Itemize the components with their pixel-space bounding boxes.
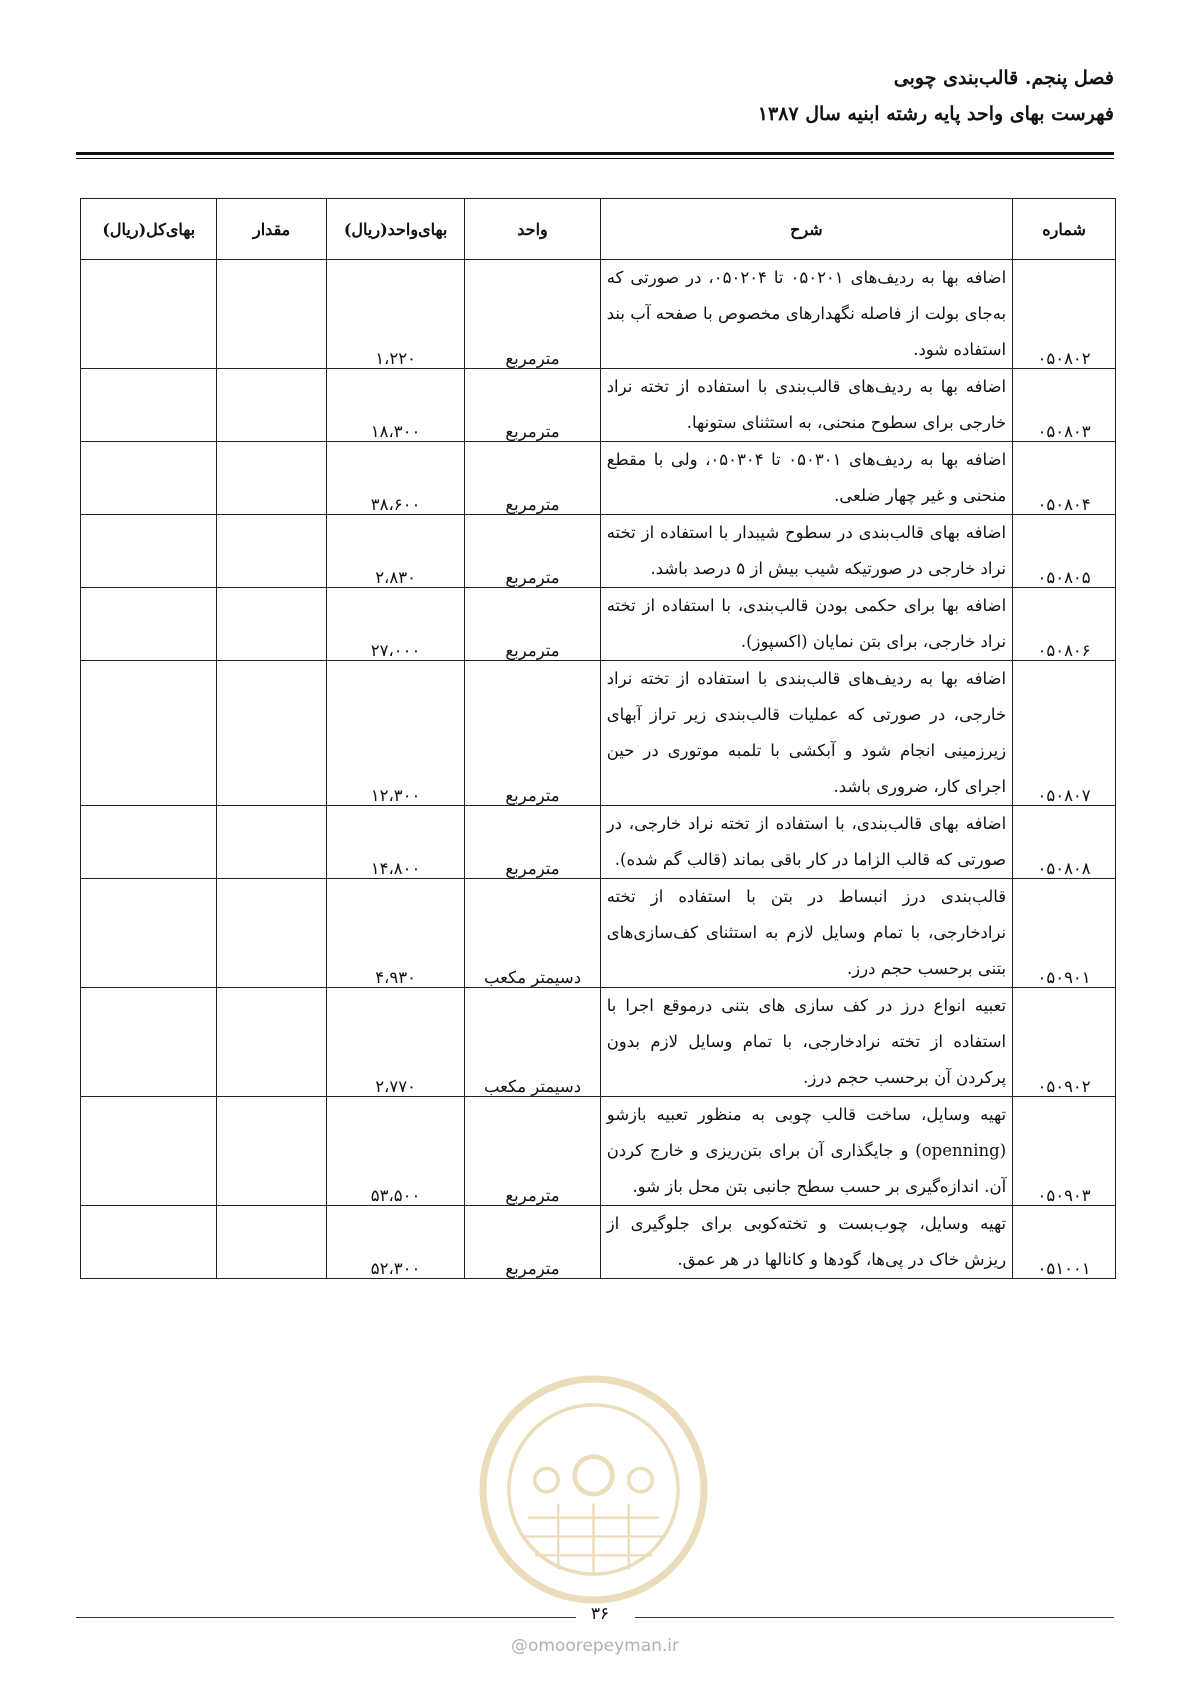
item-unit-price: ۲،۷۷۰ bbox=[326, 988, 465, 1097]
item-description: اضافه بها به ردیف‌های ۰۵۰۲۰۱ تا ۰۵۰۲۰۴، در صورتی که به‌جای بولت از فاصله نگهدارهای مخصوص با صفحه آب بند استفاده شود. bbox=[600, 260, 1012, 369]
item-number: ۰۵۰۹۰۲ bbox=[1013, 988, 1116, 1097]
item-unit: مترمربع bbox=[465, 369, 600, 442]
header-unit: واحد bbox=[465, 199, 600, 260]
item-total-price bbox=[81, 588, 217, 661]
footer-rule-left bbox=[76, 1617, 576, 1618]
item-number: ۰۵۰۸۰۶ bbox=[1013, 588, 1116, 661]
item-quantity bbox=[217, 1097, 326, 1206]
item-quantity bbox=[217, 369, 326, 442]
item-unit-price: ۱،۲۲۰ bbox=[326, 260, 465, 369]
table-row bbox=[81, 988, 1116, 1097]
item-number: ۰۵۰۸۰۲ bbox=[1013, 260, 1116, 369]
item-description: تعبیه انواع درز در کف سازی های بتنی درموقع اجرا با استفاده از تخته نرادخارجی، با تمام وسایل لازم بدون پرکردن آن برحسب حجم درز. bbox=[600, 988, 1012, 1097]
header-description: شرح bbox=[600, 199, 1012, 260]
item-number: ۰۵۰۸۰۷ bbox=[1013, 661, 1116, 806]
table-row bbox=[81, 260, 1116, 369]
item-unit: مترمربع bbox=[465, 661, 600, 806]
item-number: ۰۵۱۰۰۱ bbox=[1013, 1206, 1116, 1279]
item-total-price bbox=[81, 1206, 217, 1279]
table-row bbox=[81, 661, 1116, 806]
header-quantity: مقدار bbox=[217, 199, 326, 260]
item-description: اضافه بهای قالب‌بندی، با استفاده از تخته نراد خارجی، در صورتی که قالب الزاما در کار باقی بماند (قالب گم شده). bbox=[600, 806, 1012, 879]
item-total-price bbox=[81, 806, 217, 879]
item-unit: مترمربع bbox=[465, 442, 600, 515]
table-row bbox=[81, 879, 1116, 988]
item-quantity bbox=[217, 442, 326, 515]
header-total-price: بهای‌کل(ریال) bbox=[81, 199, 217, 260]
item-unit: مترمربع bbox=[465, 588, 600, 661]
page-header bbox=[76, 60, 1114, 132]
item-total-price bbox=[81, 442, 217, 515]
chapter-title: فصل پنجم. قالب‌بندی چوبی bbox=[893, 67, 1114, 89]
table-row bbox=[81, 588, 1116, 661]
item-description: قالب‌بندی درز انبساط در بتن با استفاده از تخته نرادخارجی، با تمام وسایل لازم به استثنای کف‌سازی‌های بتنی برحسب حجم درز. bbox=[600, 879, 1012, 988]
website-link[interactable]: @omoorepeyman.ir bbox=[510, 1636, 680, 1656]
item-unit-price: ۴،۹۳۰ bbox=[326, 879, 465, 988]
item-unit-price: ۱۸،۳۰۰ bbox=[326, 369, 465, 442]
item-unit: دسیمتر مکعب bbox=[465, 988, 600, 1097]
item-number: ۰۵۰۸۰۴ bbox=[1013, 442, 1116, 515]
item-description: اضافه بها به ردیف‌های قالب‌بندی با استفاده از تخته نراد خارجی برای سطوح منحنی، به استثنای ستونها. bbox=[600, 369, 1012, 442]
item-quantity bbox=[217, 1206, 326, 1279]
item-unit: مترمربع bbox=[465, 806, 600, 879]
item-total-price bbox=[81, 1097, 217, 1206]
item-quantity bbox=[217, 588, 326, 661]
header-unit-price: بهای‌واحد(ریال) bbox=[326, 199, 465, 260]
item-description: تهیه وسایل، ساخت قالب چوبی به منظور تعبیه بازشو (openning) و جایگذاری آن برای بتن‌ریزی و خارج کردن آن. اندازه‌گیری بر حسب سطح جانبی بتن محل باز شو. bbox=[600, 1097, 1012, 1206]
item-quantity bbox=[217, 806, 326, 879]
item-unit-price: ۱۲،۳۰۰ bbox=[326, 661, 465, 806]
table-row bbox=[81, 515, 1116, 588]
item-number: ۰۵۰۹۰۱ bbox=[1013, 879, 1116, 988]
item-description: اضافه بها به ردیف‌های ۰۵۰۳۰۱ تا ۰۵۰۳۰۴، ولی با مقطع منحنی و غیر چهار ضلعی. bbox=[600, 442, 1012, 515]
item-quantity bbox=[217, 515, 326, 588]
seal-logo-icon bbox=[476, 1372, 711, 1607]
item-unit-price: ۲۷،۰۰۰ bbox=[326, 588, 465, 661]
item-quantity bbox=[217, 260, 326, 369]
item-quantity bbox=[217, 879, 326, 988]
document-subtitle: فهرست بهای واحد پایه رشته ابنیه سال ۱۳۸۷ bbox=[757, 103, 1114, 125]
item-description: اضافه بها برای حکمی بودن قالب‌بندی، با استفاده از تخته نراد خارجی، برای بتن نمایان (اکسپوز). bbox=[600, 588, 1012, 661]
table-row bbox=[81, 369, 1116, 442]
item-total-price bbox=[81, 369, 217, 442]
item-unit-price: ۵۳،۵۰۰ bbox=[326, 1097, 465, 1206]
item-quantity bbox=[217, 661, 326, 806]
table-row bbox=[81, 442, 1116, 515]
item-number: ۰۵۰۸۰۵ bbox=[1013, 515, 1116, 588]
item-unit: مترمربع bbox=[465, 515, 600, 588]
item-unit-price: ۳۸،۶۰۰ bbox=[326, 442, 465, 515]
item-total-price bbox=[81, 260, 217, 369]
item-unit-price: ۲،۸۳۰ bbox=[326, 515, 465, 588]
item-description: اضافه بها به ردیف‌های قالب‌بندی با استفاده از تخته نراد خارجی، در صورتی که عملیات قالب‌بندی زیر تراز آبهای زیرزمینی انجام شود و آبکشی با تلمبه موتوری در حین اجرای کار، ضروری باشد. bbox=[600, 661, 1012, 806]
header-rule-thick bbox=[76, 152, 1114, 155]
item-number: ۰۵۰۹۰۳ bbox=[1013, 1097, 1116, 1206]
item-total-price bbox=[81, 515, 217, 588]
item-unit: دسیمتر مکعب bbox=[465, 879, 600, 988]
item-unit-price: ۵۲،۳۰۰ bbox=[326, 1206, 465, 1279]
item-number: ۰۵۰۸۰۸ bbox=[1013, 806, 1116, 879]
table-row bbox=[81, 1206, 1116, 1279]
item-description: اضافه بهای قالب‌بندی در سطوح شیبدار با استفاده از تخته نراد خارجی در صورتیکه شیب بیش از ۵ درصد باشد. bbox=[600, 515, 1012, 588]
table-header-row bbox=[81, 199, 1116, 260]
page-number: ۳۶ bbox=[590, 1604, 610, 1624]
item-unit: مترمربع bbox=[465, 1097, 600, 1206]
item-total-price bbox=[81, 879, 217, 988]
header-number: شماره bbox=[1013, 199, 1116, 260]
footer-rule-right bbox=[635, 1617, 1114, 1618]
table-row bbox=[81, 1097, 1116, 1206]
item-total-price bbox=[81, 661, 217, 806]
item-number: ۰۵۰۸۰۳ bbox=[1013, 369, 1116, 442]
table-body bbox=[81, 260, 1116, 1279]
price-list-table bbox=[80, 198, 1116, 1279]
item-description: تهیه وسایل، چوب‌بست و تخته‌کوبی برای جلوگیری از ریزش خاک در پی‌ها، گودها و کانالها در هر عمق. bbox=[600, 1206, 1012, 1279]
table-row bbox=[81, 806, 1116, 879]
item-total-price bbox=[81, 988, 217, 1097]
item-unit-price: ۱۴،۸۰۰ bbox=[326, 806, 465, 879]
item-unit: مترمربع bbox=[465, 260, 600, 369]
item-quantity bbox=[217, 988, 326, 1097]
header-rule-thin bbox=[76, 158, 1114, 159]
item-unit: مترمربع bbox=[465, 1206, 600, 1279]
